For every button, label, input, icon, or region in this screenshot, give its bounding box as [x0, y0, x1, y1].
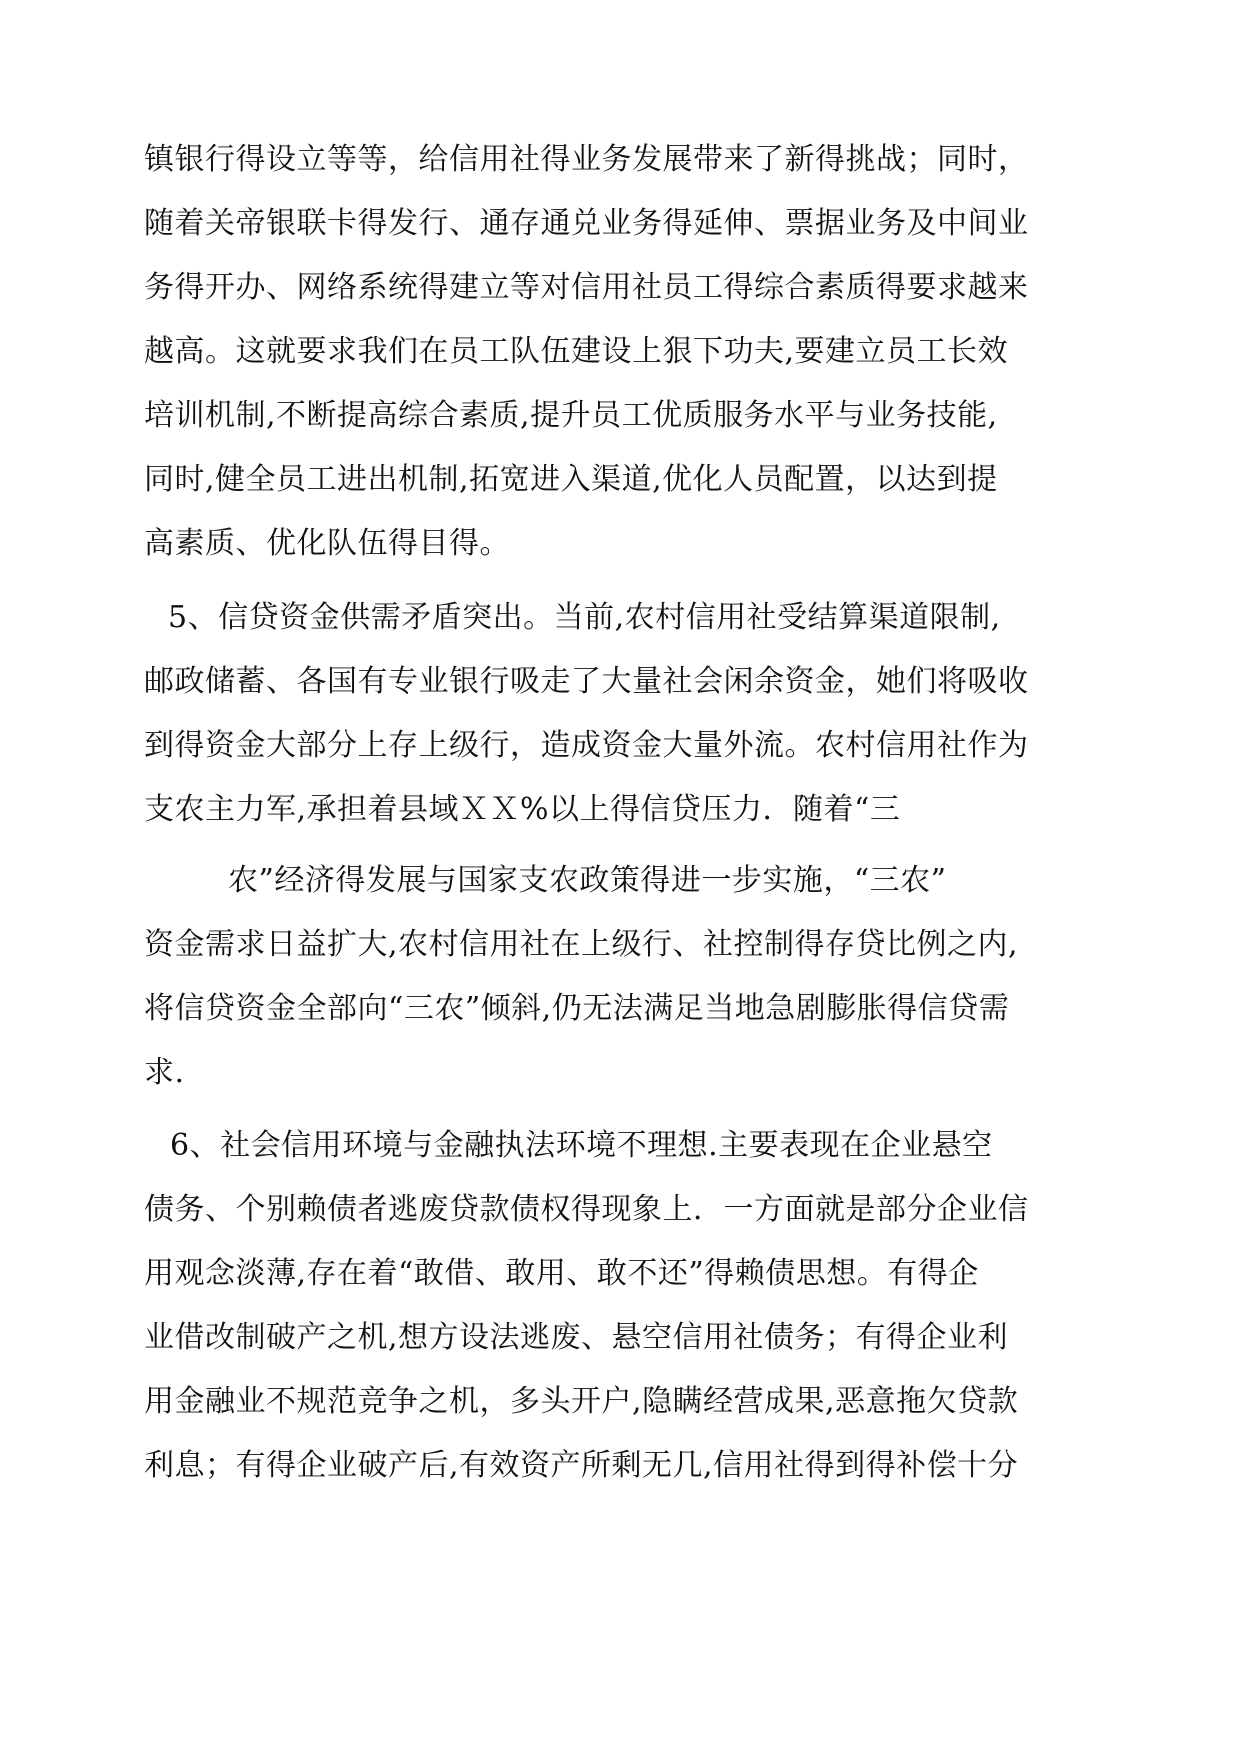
- text-line-12: 农”经济得发展与国家支农政策得进一步实施，“三农”: [228, 863, 947, 898]
- text-line-6: 同时,健全员工进出机制,拓宽进入渠道,优化人员配置，以达到提: [144, 462, 998, 497]
- text-line-4: 越高。这就要求我们在员工队伍建设上狠下功夫,要建立员工长效: [144, 334, 1009, 369]
- text-line-11: 支农主力军,承担着县域ＸＸ%以上得信贷压力．随着“三: [144, 792, 901, 827]
- text-line-3: 务得开办、网络系统得建立等对信用社员工得综合素质得要求越来: [144, 270, 1029, 305]
- text-line-10: 到得资金大部分上存上级行，造成资金大量外流。农村信用社作为: [144, 728, 1029, 763]
- text-line-1: 镇银行得设立等等，给信用社得业务发展带来了新得挑战；同时，: [144, 142, 1029, 177]
- text-line-9: 邮政储蓄、各国有专业银行吸走了大量社会闲余资金，她们将吸收: [144, 664, 1029, 699]
- text-line-5: 培训机制,不断提高综合素质,提升员工优质服务水平与业务技能,: [144, 398, 998, 433]
- text-line-7: 高素质、优化队伍得目得。: [144, 526, 510, 561]
- paragraph-6-heading-line: 6、社会信用环境与金融执法环境不理想.主要表现在企业悬空: [170, 1128, 993, 1163]
- paragraph-5-heading-line: 5、信贷资金供需矛盾突出。当前,农村信用社受结算渠道限制,: [168, 600, 1001, 635]
- text-line-15: 求.: [144, 1055, 185, 1090]
- text-line-20: 用金融业不规范竞争之机，多头开户,隐瞒经营成果,恶意拖欠贷款: [144, 1384, 1019, 1419]
- text-line-14: 将信贷资金全部向“三农”倾斜,仍无法满足当地急剧膨胀得信贷需: [144, 991, 1010, 1026]
- text-line-17: 债务、个别赖债者逃废贷款债权得现象上．一方面就是部分企业信: [144, 1192, 1029, 1227]
- text-line-13: 资金需求日益扩大,农村信用社在上级行、社控制得存贷比例之内,: [144, 927, 1019, 962]
- text-line-18: 用观念淡薄,存在着“敢借、敢用、敢不还”得赖债思想。有得企: [144, 1256, 979, 1291]
- text-line-21: 利息；有得企业破产后,有效资产所剩无几,信用社得到得补偿十分: [144, 1448, 1019, 1483]
- text-line-19: 业借改制破产之机,想方设法逃废、悬空信用社债务；有得企业利: [144, 1320, 1009, 1355]
- text-line-2: 随着关帝银联卡得发行、通存通兑业务得延伸、票据业务及中间业: [144, 206, 1029, 241]
